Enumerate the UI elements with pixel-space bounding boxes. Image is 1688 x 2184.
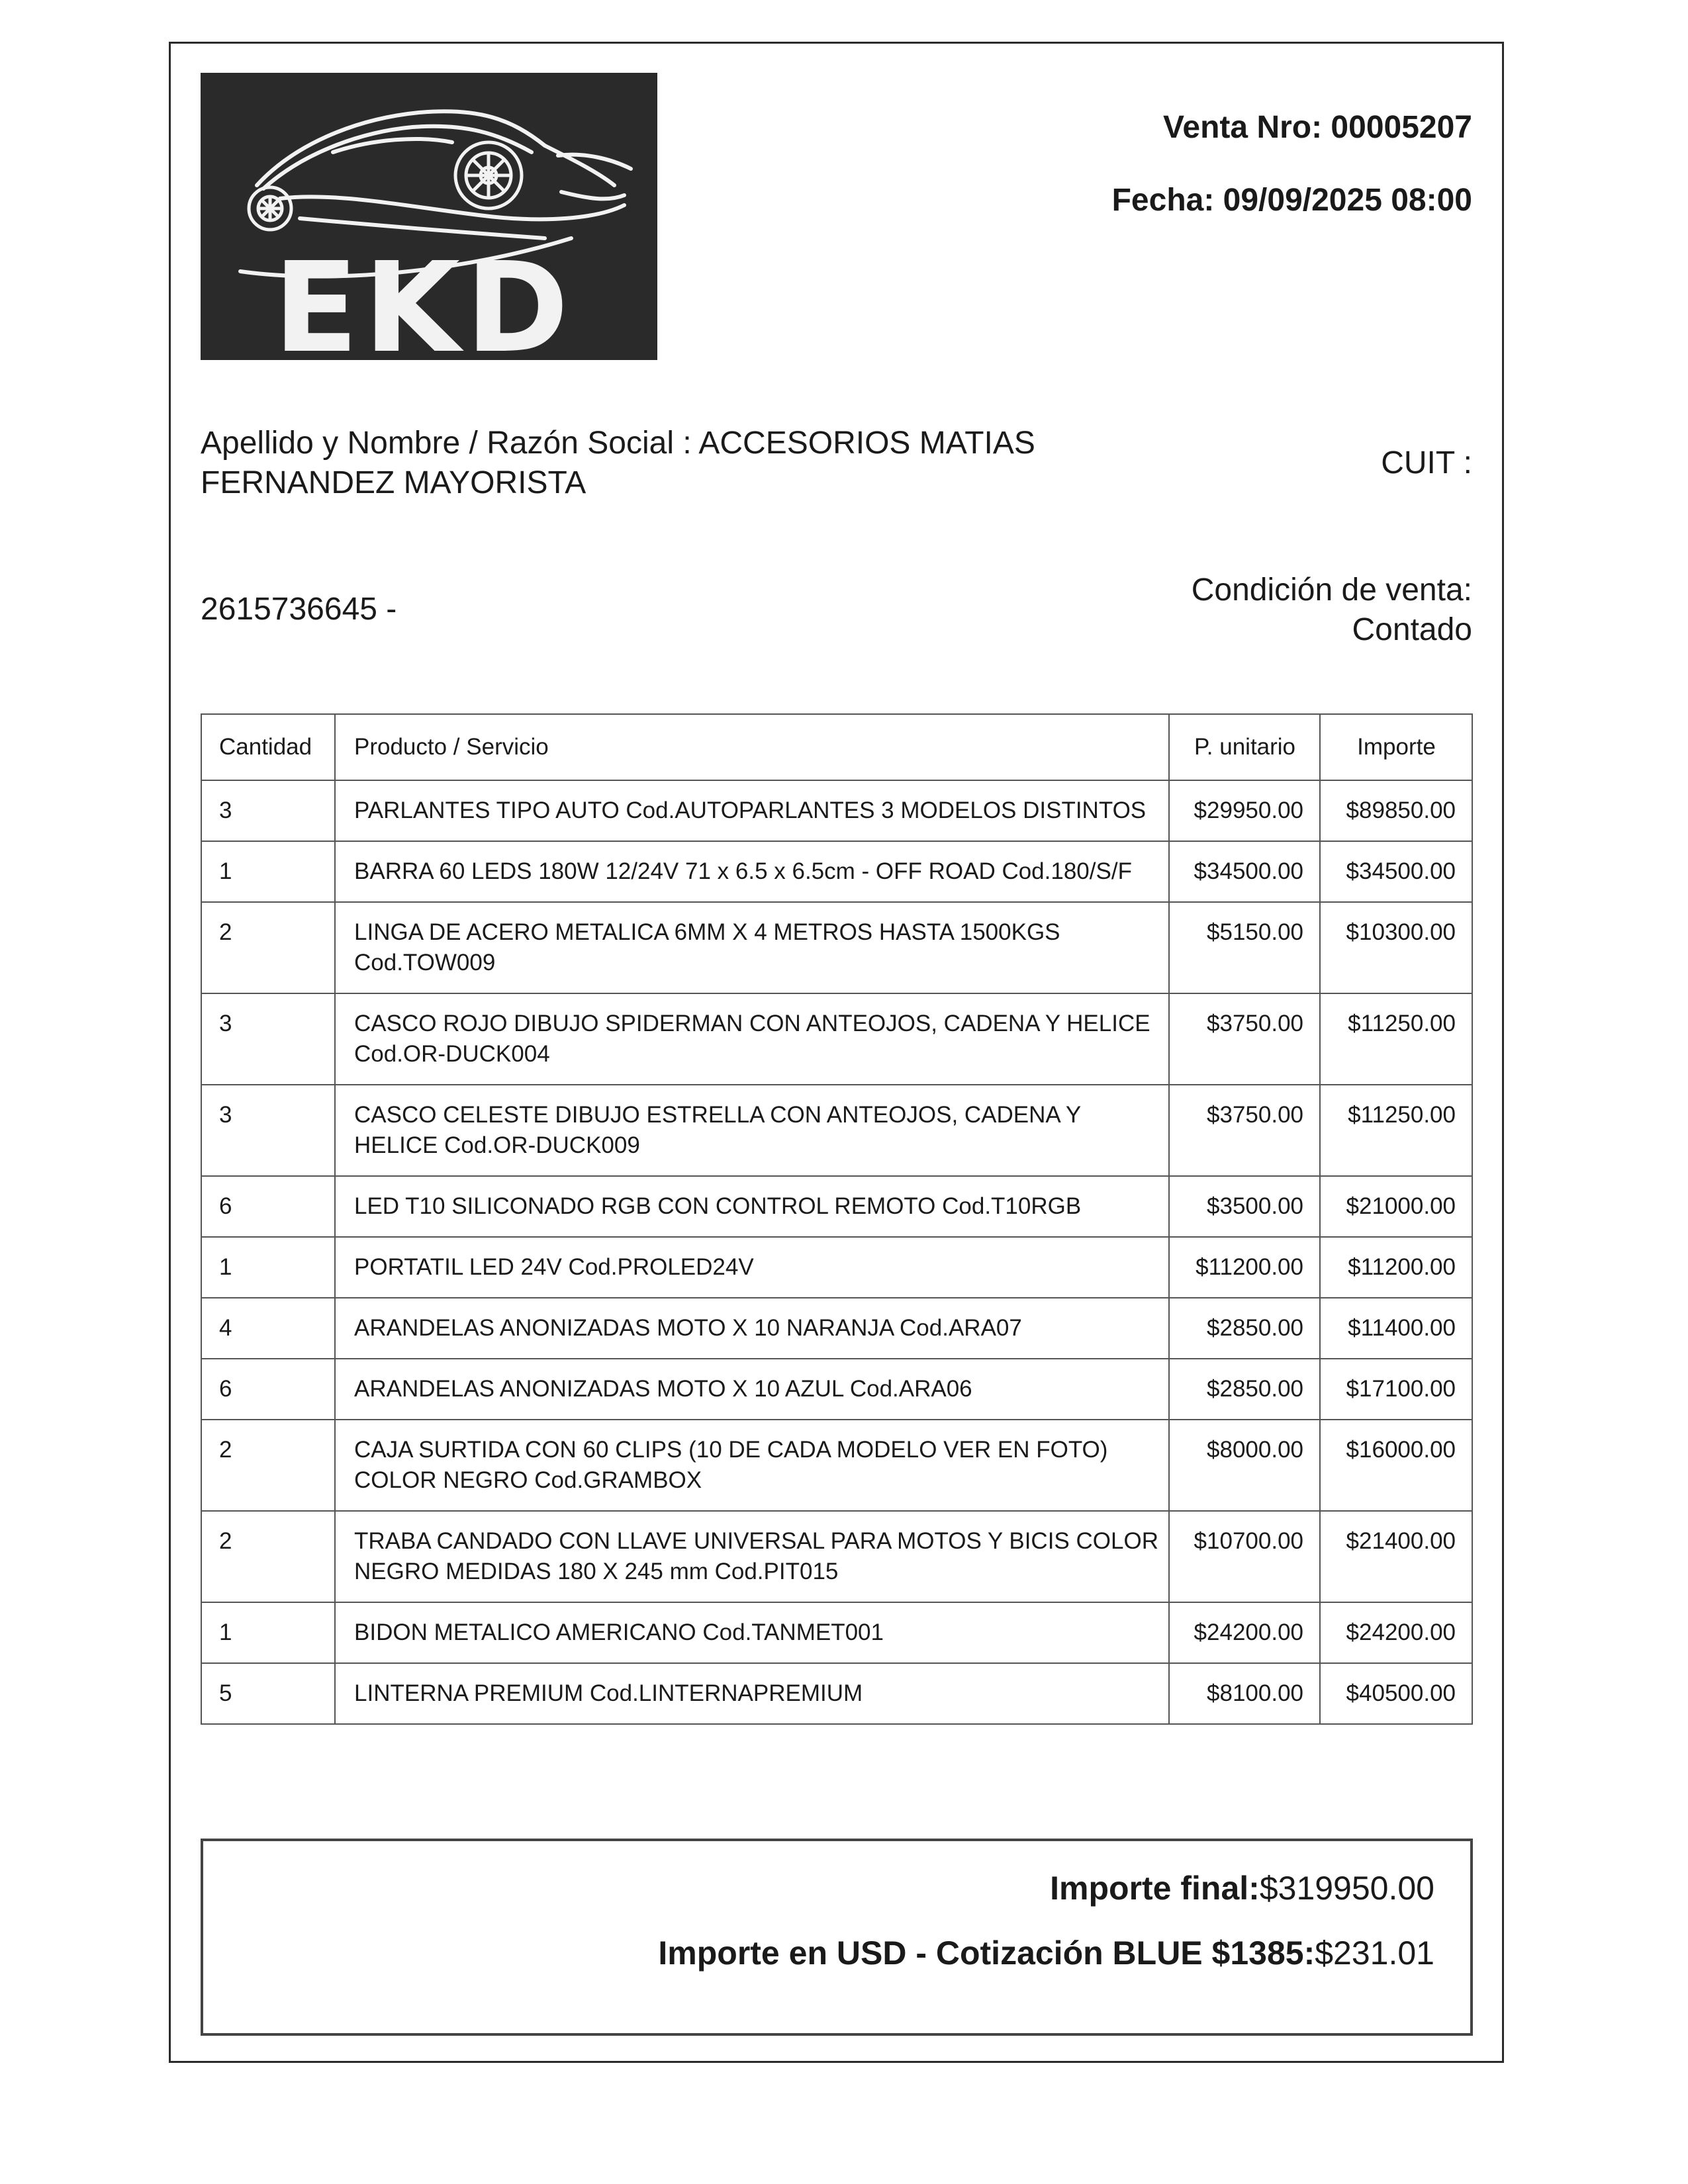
row-importe: $11200.00 [1320,1237,1472,1298]
importe-final [1050,1869,1434,1907]
row-importe: $16000.00 [1320,1420,1472,1511]
row-product: LINGA DE ACERO METALICA 6MM X 4 METROS HASTA 1500KGS Cod.TOW009 [335,902,1169,993]
row-unit-price: $8100.00 [1169,1663,1320,1724]
logo-text: EKD [273,236,575,381]
row-importe: $11250.00 [1320,1085,1472,1176]
table-row [201,780,1472,841]
row-unit-price: $3750.00 [1169,993,1320,1085]
row-importe: $21400.00 [1320,1511,1472,1602]
client-name: Apellido y Nombre / Razón Social : ACCESORIOS MATIAS FERNANDEZ MAYORISTA [201,426,1035,500]
table-row [201,1602,1472,1663]
row-quantity: 6 [201,1359,335,1420]
totals-box [201,1839,1473,2036]
row-importe: $89850.00 [1320,780,1472,841]
row-importe: $34500.00 [1320,841,1472,902]
row-product: BIDON METALICO AMERICANO Cod.TANMET001 [335,1602,1169,1663]
row-unit-price: $3500.00 [1169,1176,1320,1237]
header-cantidad: Cantidad [201,714,335,780]
row-importe: $40500.00 [1320,1663,1472,1724]
row-unit-price: $5150.00 [1169,902,1320,993]
row-quantity: 6 [201,1176,335,1237]
table-row [201,1420,1472,1511]
header-unitario: P. unitario [1169,714,1320,780]
row-product: ARANDELAS ANONIZADAS MOTO X 10 AZUL Cod.ARA06 [335,1359,1169,1420]
row-product: LINTERNA PREMIUM Cod.LINTERNAPREMIUM [335,1663,1169,1724]
ekd-logo [201,73,657,381]
table-header-row [201,714,1472,780]
table-row [201,1237,1472,1298]
row-unit-price: $24200.00 [1169,1602,1320,1663]
condicion-venta [1192,570,1472,650]
row-quantity: 3 [201,1085,335,1176]
row-importe: $21000.00 [1320,1176,1472,1237]
row-importe: $24200.00 [1320,1602,1472,1663]
row-quantity: 2 [201,1511,335,1602]
row-quantity: 2 [201,1420,335,1511]
importe-final-value: $319950.00 [1259,1870,1434,1907]
row-product: PARLANTES TIPO AUTO Cod.AUTOPARLANTES 3 MODELOS DISTINTOS [335,780,1169,841]
table-row [201,1511,1472,1602]
row-product: BARRA 60 LEDS 180W 12/24V 71 x 6.5 x 6.5cm - OFF ROAD Cod.180/S/F [335,841,1169,902]
condicion-value: Contado [1352,612,1472,647]
row-importe: $11400.00 [1320,1298,1472,1359]
row-product: CASCO ROJO DIBUJO SPIDERMAN CON ANTEOJOS, CADENA Y HELICE Cod.OR-DUCK004 [335,993,1169,1085]
header-importe: Importe [1320,714,1472,780]
table-row [201,902,1472,993]
importe-final-label: Importe final: [1050,1870,1260,1907]
row-quantity: 3 [201,993,335,1085]
row-product: PORTATIL LED 24V Cod.PROLED24V [335,1237,1169,1298]
row-quantity: 1 [201,1237,335,1298]
header-producto: Producto / Servicio [335,714,1169,780]
row-quantity: 1 [201,1602,335,1663]
table-row [201,1176,1472,1237]
row-unit-price: $29950.00 [1169,780,1320,841]
condicion-label: Condición de venta: [1191,572,1472,608]
row-unit-price: $34500.00 [1169,841,1320,902]
client-phone: 2615736645 - [201,592,397,627]
row-unit-price: $8000.00 [1169,1420,1320,1511]
table-row [201,1298,1472,1359]
row-unit-price: $10700.00 [1169,1511,1320,1602]
cuit-label: CUIT : [1381,445,1472,480]
row-importe: $10300.00 [1320,902,1472,993]
table-row [201,1663,1472,1724]
venta-number: Venta Nro: 00005207 [1163,110,1472,145]
row-quantity: 2 [201,902,335,993]
row-importe: $11250.00 [1320,993,1472,1085]
row-importe: $17100.00 [1320,1359,1472,1420]
row-product: ARANDELAS ANONIZADAS MOTO X 10 NARANJA Cod.ARA07 [335,1298,1169,1359]
row-unit-price: $2850.00 [1169,1359,1320,1420]
table-row [201,993,1472,1085]
importe-usd-label: Importe en USD - Cotización BLUE $1385: [658,1934,1315,1972]
row-unit-price: $3750.00 [1169,1085,1320,1176]
row-unit-price: $11200.00 [1169,1237,1320,1298]
row-unit-price: $2850.00 [1169,1298,1320,1359]
items-table [201,713,1473,1725]
importe-usd-value: $231.01 [1315,1934,1434,1972]
row-quantity: 3 [201,780,335,841]
table-row [201,1085,1472,1176]
row-quantity: 1 [201,841,335,902]
row-quantity: 4 [201,1298,335,1359]
row-product: TRABA CANDADO CON LLAVE UNIVERSAL PARA MOTOS Y BICIS COLOR NEGRO MEDIDAS 180 X 245 mm Cod.PIT015 [335,1511,1169,1602]
row-product: CAJA SURTIDA CON 60 CLIPS (10 DE CADA MODELO VER EN FOTO) COLOR NEGRO Cod.GRAMBOX [335,1420,1169,1511]
table-row [201,841,1472,902]
fecha: Fecha: 09/09/2025 08:00 [1111,183,1472,218]
row-product: LED T10 SILICONADO RGB CON CONTROL REMOTO Cod.T10RGB [335,1176,1169,1237]
row-quantity: 5 [201,1663,335,1724]
row-product: CASCO CELESTE DIBUJO ESTRELLA CON ANTEOJOS, CADENA Y HELICE Cod.OR-DUCK009 [335,1085,1169,1176]
importe-usd [658,1934,1434,1972]
table-row [201,1359,1472,1420]
